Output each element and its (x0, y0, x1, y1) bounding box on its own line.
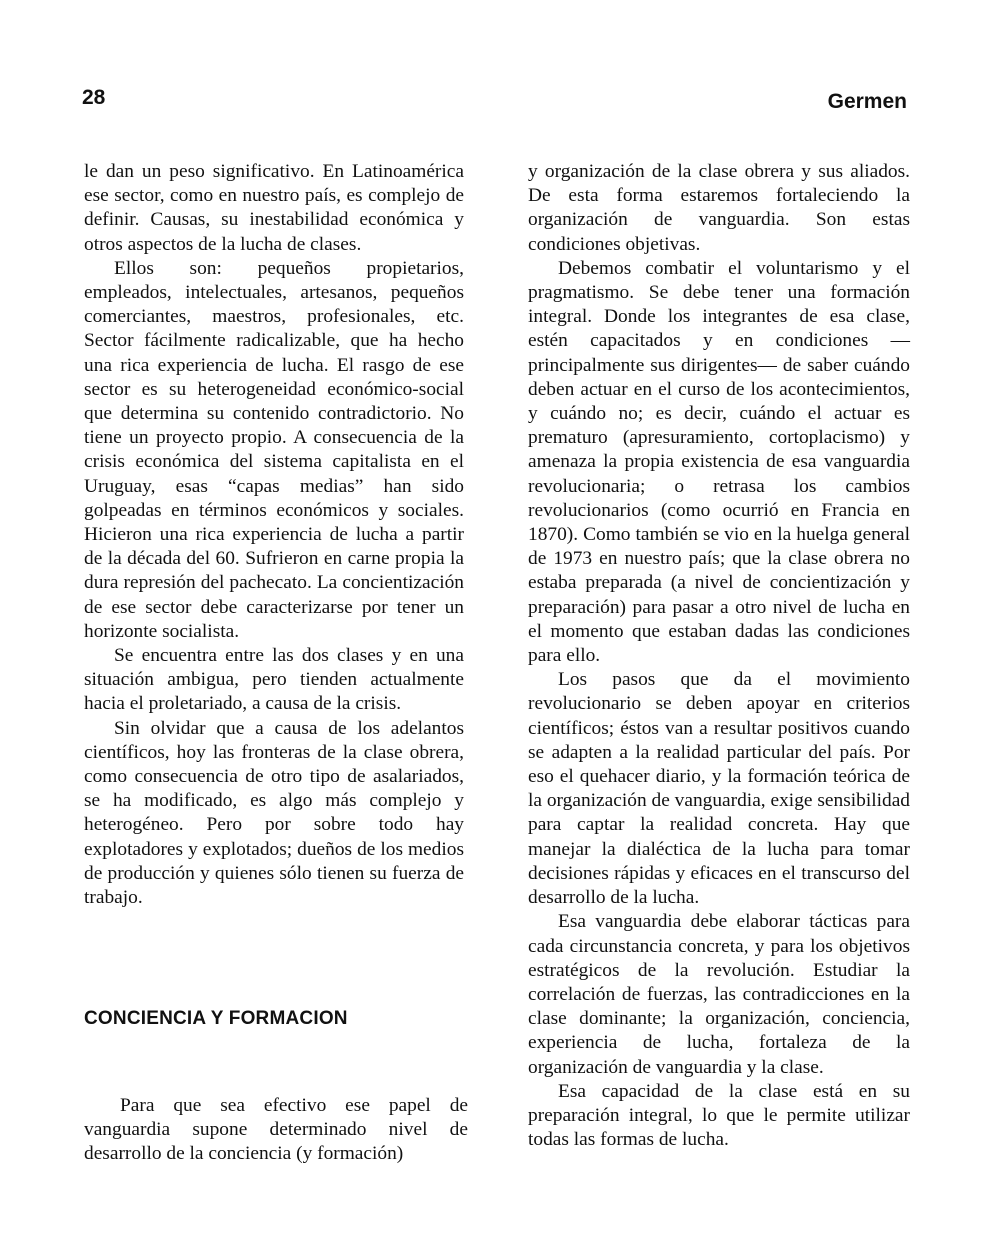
running-head: Germen (827, 90, 907, 113)
section-heading: CONCIENCIA Y FORMACION (84, 1008, 348, 1029)
paragraph: Esa capacidad de la clase está en su preparación integral, lo que le permite utilizar todas las formas de lucha. (528, 1080, 910, 1151)
paragraph: Debemos combatir el voluntarismo y el pragmatismo. Se debe tener una formación integral. Donde los integrantes de esa clase, estén capacitados y en condiciones —principalmente sus dirigentes— de saber cuándo deben actuar en el curso de los acontecimientos, y cuándo no; es decir, cuándo el actuar es prematuro (apresuramiento, cortoplacismo) y amenaza la propia existencia de esa vanguardia revolucionaria; o retrasa los cambios revolucionarios (como ocurrió en Francia en 1870). Como también se vio en la huelga general de 1973 en nuestro país; que la clase obrera no estaba preparada (a nivel de concientización y preparación) para pasar a otro nivel de lucha en el momento que estaban dadas las condiciones para ello. (528, 257, 910, 667)
left-column (84, 160, 464, 910)
page-number: 28 (82, 86, 106, 109)
paragraph: Ellos son: pequeños propietarios, empleados, intelectuales, artesanos, pequeños comerciantes, maestros, profesionales, etc. Sector fácilmente radicalizable, que ha hecho una rica experiencia de lucha. El rasgo de ese sector es su heterogeneidad económico-social que determina su contenido contradictorio. No tiene un proyecto propio. A consecuencia de la crisis económica del sistema capitalista en el Uruguay, esas “capas medias” han sido golpeadas en términos económicos y sociales. Hicieron una rica experiencia de lucha a partir de la década del 60. Sufrieron en carne propia la dura represión del pachecato. La concientización de ese sector debe caracterizarse por tener un horizonte socialista. (84, 257, 464, 642)
paragraph: Esa vanguardia debe elaborar tácticas para cada circunstancia concreta, y para los objetivos estratégicos de la revolución. Estudiar la correlación de fuerzas, las contradicciones en la clase dominante; la organización, conciencia, experiencia de lucha, fortaleza de la organización de vanguardia y la clase. (528, 911, 910, 1078)
paragraph: y organización de la clase obrera y sus aliados. De esta forma estaremos fortaleciendo la organización de vanguardia. Son estas condiciones objetivas. (528, 161, 910, 255)
section-paragraph: Para que sea efectivo ese papel de vanguardia supone determinado nivel de desarrollo de la conciencia (y formación) (84, 1095, 468, 1165)
paragraph: le dan un peso significativo. En Latinoamérica ese sector, como en nuestro país, es complejo de definir. Causas, su inestabilidad económica y otros aspectos de la lucha de clases. (84, 161, 464, 255)
paragraph: Sin olvidar que a causa de los adelantos científicos, hoy las fronteras de la clase obrera, como consecuencia de otro tipo de asalariados, se ha modificado, es algo más complejo y heterogéneo. Pero por sobre todo hay explotadores y explotados; dueños de los medios de producción y quienes sólo tienen su fuerza de trabajo. (84, 717, 464, 909)
paragraph: Los pasos que da el movimiento revolucionario se deben apoyar en criterios científicos; éstos van a resultar positivos cuando se adapten a la realidad particular del país. Por eso el quehacer diario, y la formación teórica de la organización de vanguardia, exige sensibilidad para captar la realidad concreta. Hay que manejar la dialéctica de la lucha para tomar decisiones rápidas y eficaces en el transcurso del desarrollo de la lucha. (528, 669, 910, 909)
paragraph: Se encuentra entre las dos clases y en una situación ambigua, pero tienden actualmente hacia el proletariado, a causa de la crisis. (84, 645, 464, 715)
right-column (528, 160, 910, 1152)
